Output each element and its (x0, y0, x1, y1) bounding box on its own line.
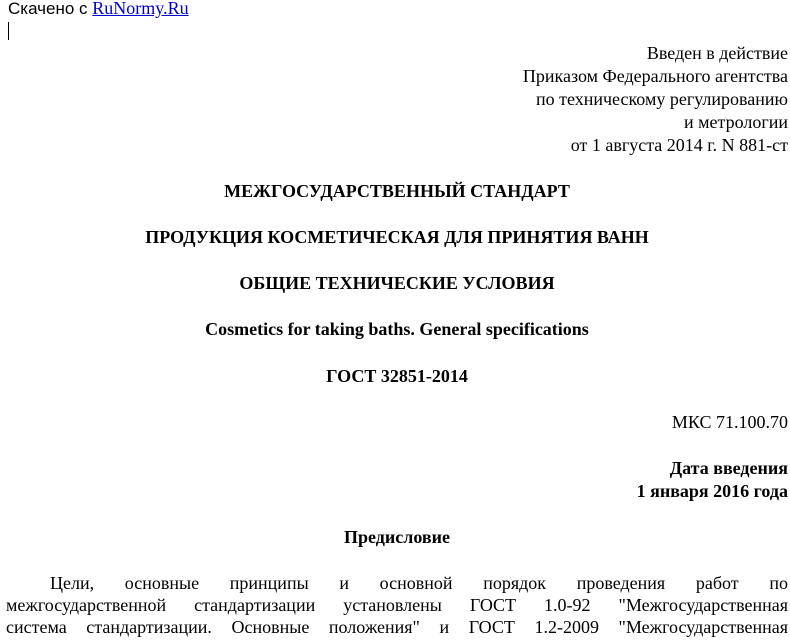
conditions-title: ОБЩИЕ ТЕХНИЧЕСКИЕ УСЛОВИЯ (239, 273, 555, 293)
preface-heading: Предисловие (344, 527, 450, 547)
product-title: ПРОДУКЦИЯ КОСМЕТИЧЕСКАЯ ДЛЯ ПРИНЯТИЯ ВАНН (145, 227, 649, 247)
source-prefix: Скачено с (8, 0, 93, 18)
source-line (8, 0, 189, 20)
preface-line-3: система стандартизации. Основные положения" и ГОСТ 1.2-2009 "Межгосударственная (6, 617, 788, 637)
intro-date-label: Дата введения (669, 458, 788, 478)
standard-type-title: МЕЖГОСУДАРСТВЕННЫЙ СТАНДАРТ (224, 181, 570, 201)
english-title: Cosmetics for taking baths. General specifications (205, 319, 589, 339)
intro-date-value: 1 января 2016 года (636, 481, 788, 501)
intro-line-5: от 1 августа 2014 г. N 881-ст (570, 135, 788, 155)
intro-line-1: Введен в действие (646, 43, 788, 63)
standard-code: ГОСТ 32851-2014 (326, 366, 468, 386)
preface-paragraph (6, 572, 788, 638)
mks-code: МКС 71.100.70 (671, 412, 788, 432)
intro-line-3: по техническому регулированию (535, 89, 788, 109)
source-link[interactable]: RuNormy.Ru (92, 0, 189, 18)
intro-line-4: и метрологии (684, 112, 788, 132)
intro-line-2: Приказом Федерального агентства (522, 66, 788, 86)
preface-line-1: Цели, основные принципы и основной порядок проведения работ по (50, 573, 788, 593)
preface-line-2: межгосударственной стандартизации установлены ГОСТ 1.0-92 "Межгосударственная (6, 595, 788, 615)
text-caret (8, 22, 9, 40)
